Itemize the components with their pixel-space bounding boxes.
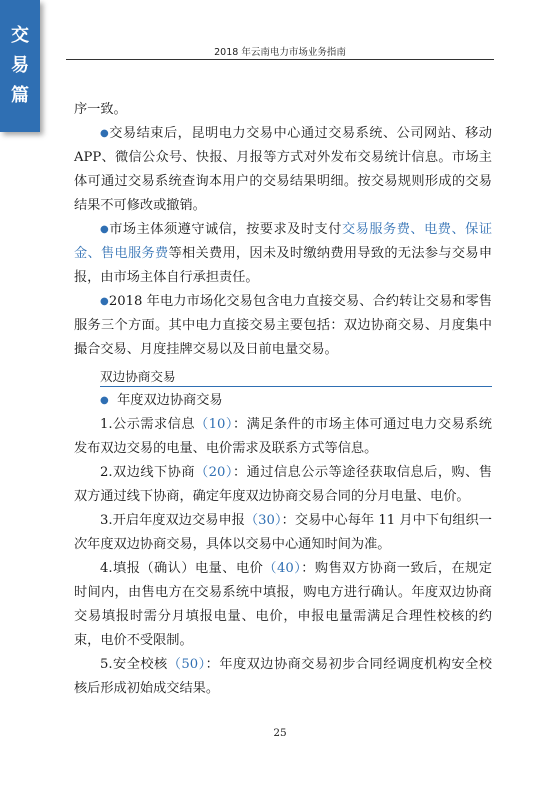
- step-code: （30）: [244, 513, 282, 528]
- paragraph: 序一致。: [74, 102, 127, 117]
- page-body: [74, 98, 492, 701]
- step-code: （40）: [263, 561, 302, 576]
- bullet-icon: ●: [100, 395, 109, 406]
- running-header: 2018 年云南电力市场业务指南: [214, 47, 346, 58]
- section-heading: 双边协商交易: [74, 367, 492, 389]
- bullet-icon: ●: [100, 296, 109, 307]
- section-tab-char: 易: [11, 55, 29, 76]
- bullet-paragraph: ●2018 年电力市场化交易包含电力直接交易、合约转让交易和零售服务三个方面。其中电力直接交易主要包括：双边协商交易、月度集中撮合交易、月度挂牌交易以及日前电量交易。: [74, 294, 492, 357]
- section-underline: [100, 386, 492, 387]
- bullet-icon: ●: [100, 224, 110, 235]
- highlighted-fees: 交易服务费、电费、保证金、售电服务费: [74, 222, 493, 261]
- step-paragraph: 1.公示需求信息（10）：满足条件的市场主体可通过电力交易系统发布双边交易的电量、电价需求及联系方式等信息。: [74, 417, 492, 456]
- step-paragraph: 3.开启年度双边交易申报（30）：交易中心每年 11 月中下旬组织一次年度双边协商交易，具体以交易中心通知时间为准。: [74, 513, 492, 552]
- step-code: （50）: [167, 657, 206, 672]
- header-divider: [66, 59, 494, 60]
- step-code: （10）: [195, 417, 233, 432]
- page-number: 25: [273, 727, 287, 739]
- step-paragraph: 2.双边线下协商（20）：通过信息公示等途径获取信息后，购、售双方通过线下协商，确定年度双边协商交易合同的分月电量、电价。: [74, 465, 492, 504]
- sub-heading: ● 年度双边协商交易: [100, 393, 223, 408]
- bullet-paragraph: ●市场主体须遵守诚信，按要求及时支付交易服务费、电费、保证金、售电服务费等相关费用，因未及时缴纳费用导致的无法参与交易申报，由市场主体自行承担责任。: [74, 222, 493, 285]
- section-tab-char: 交: [11, 25, 29, 46]
- bullet-paragraph: ●交易结束后，昆明电力交易中心通过交易系统、公司网站、移动APP、微信公众号、快报、月报等方式对外发布交易统计信息。市场主体可通过交易系统查询本用户的交易结果明细。按交易规则形成的交易结果不可修改或撤销。: [74, 126, 492, 213]
- step-paragraph: 5.安全校核（50）：年度双边协商交易初步合同经调度机构安全校核后形成初始成交结果。: [74, 657, 492, 696]
- bullet-icon: ●: [100, 128, 110, 139]
- step-code: （20）: [195, 465, 233, 480]
- step-paragraph: 4.填报（确认）电量、电价（40）：购售双方协商一致后，在规定时间内，由售电方在交易系统中填报，购电方进行确认。年度双边协商交易填报时需分月填报电量、电价，申报电量需满足合理性校核的约束，电价不受限制。: [74, 561, 492, 648]
- section-tab-char: 篇: [11, 85, 29, 106]
- section-tab: [0, 0, 40, 132]
